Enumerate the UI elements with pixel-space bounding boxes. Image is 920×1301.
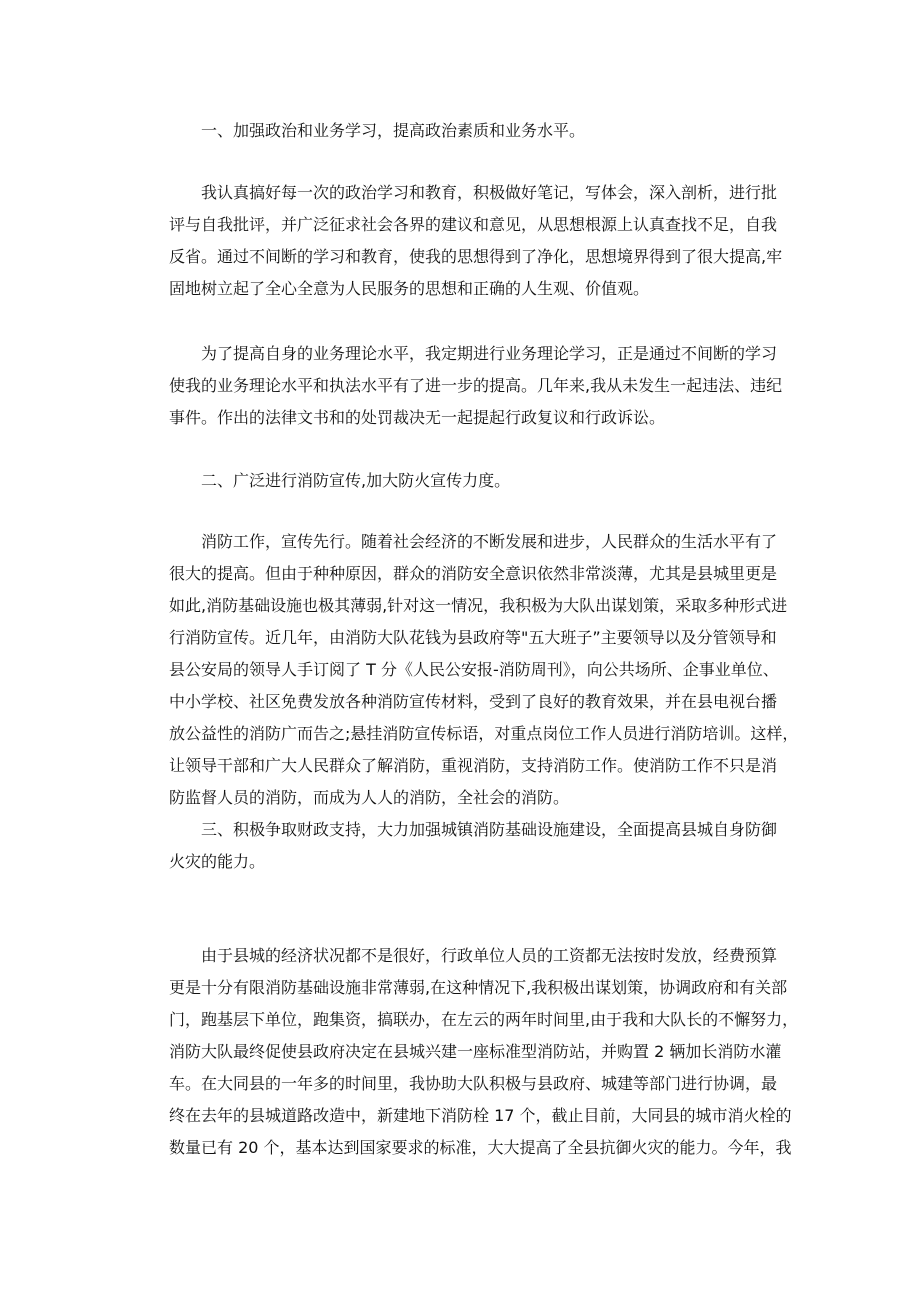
text-line: 行消防宣传。近几年，由消防大队花钱为县政府等"五大班子”主要领导以及分管领导和 (169, 628, 777, 647)
text-line: 放公益性的消防广而告之;悬挂消防宣传标语，对重点岗位工作人员进行消防培训。这样， (169, 724, 799, 743)
paragraph-political-study (137, 177, 797, 305)
text-line: 终在去年的县城道路改造中，新建地下消防栓 17 个，截止目前，大同县的城市消火栓的 (169, 1106, 792, 1125)
text-line: 反省。通过不间断的学习和教育，使我的思想得到了净化，思想境界得到了很大提高,牢 (169, 247, 783, 266)
section-heading-1 (137, 115, 797, 147)
section-heading-3 (137, 814, 797, 878)
text-line: 我认真搞好每一次的政治学习和教育，积极做好笔记，写体会，深入剖析，进行批 (201, 183, 778, 202)
text-line: 数量已有 20 个，基本达到国家要求的标准，大大提高了全县抗御火灾的能力。今年，我 (169, 1138, 792, 1157)
text-line: 消防工作，宣传先行。随着社会经济的不断发展和进步，人民群众的生活水平有了 (201, 532, 778, 551)
text-line: 让领导干部和广大人民群众了解消防，重视消防，支持消防工作。使消防工作不只是消 (169, 756, 778, 775)
text-line: 如此,消防基础设施也极其薄弱,针对这一情况，我积极为大队出谋划策，采取多种形式进 (169, 596, 788, 615)
text-line: 很大的提高。但由于种种原因，群众的消防安全意识依然非常淡薄，尤其是县城里更是 (169, 564, 778, 583)
text-line: 事件。作出的法律文书和的处罚裁决无一起提起行政复议和行政诉讼。 (169, 408, 666, 427)
text-line: 防监督人员的消防，而成为人人的消防，全社会的消防。 (169, 788, 570, 807)
text-line: 固地树立起了全心全意为人民服务的思想和正确的人生观、价值观。 (169, 279, 650, 298)
paragraph-business-theory (137, 338, 797, 434)
text-line: 评与自我批评，并广泛征求社会各界的建议和意见，从思想根源上认真查找不足，自我 (169, 215, 778, 234)
text-line: 中小学校、社区免费发放各种消防宣传材料，受到了良好的教育效果，并在县电视台播 (169, 692, 778, 711)
text-line: 火灾的能力。 (169, 852, 266, 871)
text-line: 使我的业务理论水平和执法水平有了进一步的提高。几年来,我从未发生一起违法、违纪 (169, 376, 783, 395)
text-line: 更是十分有限消防基础设施非常薄弱,在这种情况下,我积极出谋划策，协调政府和有关部 (169, 978, 788, 997)
text-line: 为了提高自身的业务理论水平，我定期进行业务理论学习，正是通过不间断的学习 (201, 344, 778, 363)
text-line: 消防大队最终促使县政府决定在县城兴建一座标准型消防站，并购置 2 辆加长消防水灌 (169, 1042, 782, 1061)
paragraph-fire-publicity (137, 526, 797, 814)
text-line: 县公安局的领导人手订阅了 T 分《人民公安报-消防周刊》，向公共场所、企事业单位、 (169, 660, 779, 679)
text-line: 二、广泛进行消防宣传,加大防火宣传力度。 (201, 471, 511, 490)
text-line: 由于县城的经济状况都不是很好，行政单位人员的工资都无法按时发放，经费预算 (201, 946, 778, 965)
section-heading-2 (137, 465, 797, 497)
text-line: 三、积极争取财政支持，大力加强城镇消防基础设施建设，全面提高县城自身防御 (201, 820, 778, 839)
text-line: 一、加强政治和业务学习，提高政治素质和业务水平。 (201, 121, 586, 140)
text-line: 车。在大同县的一年多的时间里，我协助大队积极与县政府、城建等部门进行协调，最 (169, 1074, 778, 1093)
paragraph-fiscal-support (137, 940, 797, 1164)
text-line: 门，跑基层下单位，跑集资，搞联办，在左云的两年时间里,由于我和大队长的不懈努力， (169, 1010, 799, 1029)
